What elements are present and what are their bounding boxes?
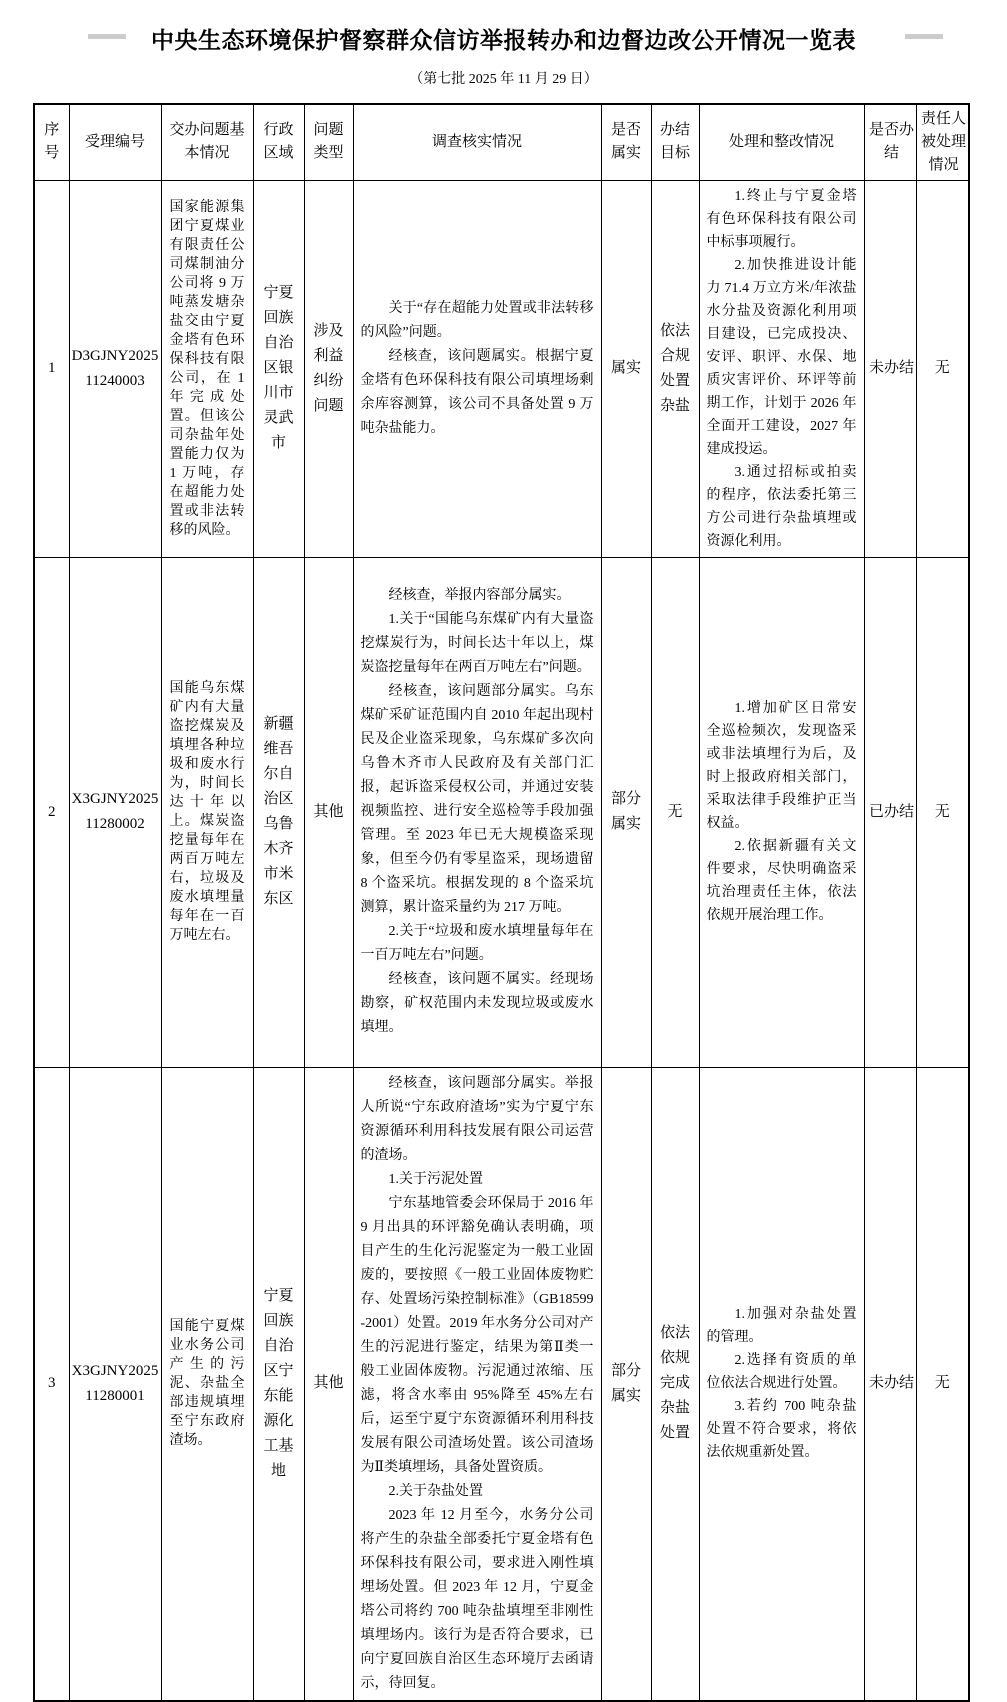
- cell-investigation: [353, 557, 601, 1067]
- investigation-paragraph: 经核查，该问题部分属实。乌东煤矿采矿证范围内自 2010 年起出现村民及企业盗采现象，乌东煤矿多次向乌鲁木齐市人民政府及有关部门汇报，起诉盗采侵权公司，并通过安装视频监控、进行安全巡检等手段加强管理。至 2023 年已无大规模盗采现象，但至今仍有零星盗采，现场遗留 8 个盗采坑。根据发现的 8 个盗采坑测算，累计盗采量约为 217 万吨。: [360, 684, 594, 915]
- investigation-paragraph: 经核查，举报内容部分属实。: [388, 588, 571, 603]
- col-header-case-no: 受理编号: [69, 104, 161, 180]
- col-header-rectification: 处理和整改情况: [699, 104, 864, 180]
- investigation-paragraph: 1.关于污泥处置: [388, 1171, 483, 1187]
- page-subtitle: （第七批 2025 年 11 月 29 日）: [409, 72, 598, 87]
- case-no-line: X3GJNY2025: [71, 1362, 159, 1379]
- investigation-paragraph: 2.关于“垃圾和废水填埋量每年在一百万吨左右”问题。: [360, 924, 594, 963]
- cell-problem: 国能宁夏煤业水务公司产生的污泥、杂盐全部违规填埋至宁东政府渣场。: [161, 1067, 253, 1701]
- cell-case-no: [69, 1067, 161, 1701]
- cell-problem: 国家能源集团宁夏煤业有限责任公司煤制油分公司将 9 万吨蒸发塘杂盐交由宁夏金塔有色环保科技有限公司，在 1 年完成处置。但该公司杂盐年处置能力仅为 1 万吨，存在超能力处置或非法转移的风险。: [161, 180, 253, 557]
- cell-seq: 1: [34, 180, 69, 557]
- investigation-paragraph: 经核查，该问题部分属实。举报人所说“宁东政府渣场”实为宁夏宁东资源循环利用科技发展有限公司运营的渣场。: [360, 1075, 594, 1163]
- case-no-line: 11280002: [85, 816, 145, 832]
- investigation-paragraph: 2023 年 12 月至今，水务分公司将产生的杂盐全部委托宁夏金塔有色环保科技有限公司，要求进入刚性填埋场处置。但 2023 年 12 月，宁夏金塔公司将约 700 吨杂盐填埋至非刚性填埋场内。该行为是否符合要求，已向宁夏回族自治区生态环境厅去函请示，待回复。: [360, 1507, 594, 1691]
- cell-case-no: [69, 180, 161, 557]
- screen-artifact-left: [88, 34, 126, 39]
- cell-is-true: 部分属实: [601, 557, 651, 1067]
- investigation-paragraph: 1.关于“国能乌东煤矿内有大量盗挖煤炭行为，时间长达十年以上，煤炭盗挖量每年在两百万吨左右”问题。: [360, 612, 594, 675]
- cell-accountability: 无: [916, 1067, 969, 1701]
- cell-is-done: 已办结: [864, 557, 916, 1067]
- cell-is-true: 部分属实: [601, 1067, 651, 1701]
- col-header-investigation: 调查核实情况: [353, 104, 601, 180]
- rectification-paragraph: 2.加快推进设计能力 71.4 万立方米/年浓盐水分盐及资源化利用项目建设，已完成投决、安评、职评、水保、地质灾害评价、环评等前期工作，计划于 2026 年全面开工建设，2027 年建成投运。: [706, 257, 857, 457]
- col-header-problem: 交办问题基本情况: [161, 104, 253, 180]
- cell-is-done: 未办结: [864, 180, 916, 557]
- case-no-line: 11240003: [85, 372, 145, 389]
- cell-region: 新疆维吾尔自治区乌鲁木齐市米东区: [253, 557, 304, 1067]
- page-title: 中央生态环境保护督察群众信访举报转办和边督边改公开情况一览表: [151, 28, 856, 53]
- table-row: [34, 1067, 969, 1701]
- cell-investigation: [353, 1067, 601, 1701]
- cell-target: 依法合规处置杂盐: [651, 180, 699, 557]
- cell-rectification: [699, 180, 864, 557]
- cell-problem: 国能乌东煤矿内有大量盗挖煤炭及填埋各种垃圾和废水行为，时间长达十年以上。煤炭盗挖量每年在两百万吨左右，垃圾及废水填埋量每年在一百万吨左右。: [161, 557, 253, 1067]
- cell-target: 依法依规完成杂盐处置: [651, 1067, 699, 1701]
- investigation-paragraph: 经核查，该问题不属实。经现场勘察，矿权范围内未发现垃圾或废水填埋。: [360, 972, 594, 1035]
- investigation-paragraph: 关于“存在超能力处置或非法转移的风险”问题。: [360, 300, 594, 340]
- cell-type: 其他: [304, 1067, 353, 1701]
- col-header-accountability: 责任人被处理情况: [916, 104, 969, 180]
- rectification-paragraph: 1.加强对杂盐处置的管理。: [706, 1307, 857, 1345]
- investigation-paragraph: 宁东基地管委会环保局于 2016 年 9 月出具的环评豁免确认表明确，项目产生的生化污泥鉴定为一般工业固废的，要按照《一般工业固体废物贮存、处置场污染控制标准》（GB18599-2001）处置。2019 年水务分公司对产生的污泥进行鉴定，结果为第Ⅱ类一般工业固体废物。污泥通过浓缩、压滤，将含水率由 95%降至 45%左右后，运至宁夏宁东资源循环利用科技发展有限公司渣场处置。该公司渣场为Ⅱ类填埋场，具备处置资质。: [360, 1195, 594, 1475]
- table-row: [34, 557, 969, 1067]
- rectification-paragraph: 2.依据新疆有关文件要求，尽快明确盗采坑治理责任主体，依法依规开展治理工作。: [706, 839, 857, 923]
- cell-type: 涉及利益纠纷问题: [304, 180, 353, 557]
- col-header-target: 办结目标: [651, 104, 699, 180]
- case-no-line: X3GJNY2025: [71, 791, 159, 807]
- investigation-paragraph: 经核查，该问题属实。根据宁夏金塔有色环保科技有限公司填埋场剩余库容测算，该公司不具备处置 9 万吨杂盐能力。: [360, 348, 594, 436]
- col-header-region: 行政区域: [253, 104, 304, 180]
- col-header-seq: 序号: [34, 104, 69, 180]
- rectification-paragraph: 1.增加矿区日常安全巡检频次，发现盗采或非法填埋行为后，及时上报政府相关部门，采取法律手段维护正当权益。: [706, 701, 857, 831]
- col-header-type: 问题类型: [304, 104, 353, 180]
- col-header-is-true: 是否属实: [601, 104, 651, 180]
- cell-seq: 3: [34, 1067, 69, 1701]
- cell-accountability: 无: [916, 180, 969, 557]
- cell-region: 宁夏回族自治区宁东能源化工基地: [253, 1067, 304, 1701]
- rectification-paragraph: 3.通过招标或拍卖的程序，依法委托第三方公司进行杂盐填埋或资源化利用。: [706, 464, 857, 549]
- cell-rectification: [699, 1067, 864, 1701]
- screen-artifact-right: [905, 34, 943, 39]
- cell-is-done: 未办结: [864, 1067, 916, 1701]
- cell-seq: 2: [34, 557, 69, 1067]
- cell-type: 其他: [304, 557, 353, 1067]
- cell-region: 宁夏回族自治区银川市灵武市: [253, 180, 304, 557]
- cell-rectification: [699, 557, 864, 1067]
- cell-accountability: 无: [916, 557, 969, 1067]
- investigation-paragraph: 2.关于杂盐处置: [388, 1483, 483, 1499]
- rectification-paragraph: 3.若约 700 吨杂盐处置不符合要求，将依法依规重新处置。: [706, 1399, 857, 1460]
- rectification-paragraph: 1.终止与宁夏金塔有色环保科技有限公司中标事项履行。: [706, 188, 857, 250]
- cell-investigation: [353, 180, 601, 557]
- case-no-line: D3GJNY2025: [71, 347, 159, 364]
- cell-target: 无: [651, 557, 699, 1067]
- cell-is-true: 属实: [601, 180, 651, 557]
- report-table: [33, 103, 970, 1702]
- header-row: [34, 104, 969, 180]
- table-row: [34, 180, 969, 557]
- col-header-is-done: 是否办结: [864, 104, 916, 180]
- rectification-paragraph: 2.选择有资质的单位依法合规进行处置。: [706, 1353, 857, 1391]
- case-no-line: 11280001: [85, 1387, 145, 1404]
- cell-case-no: [69, 557, 161, 1067]
